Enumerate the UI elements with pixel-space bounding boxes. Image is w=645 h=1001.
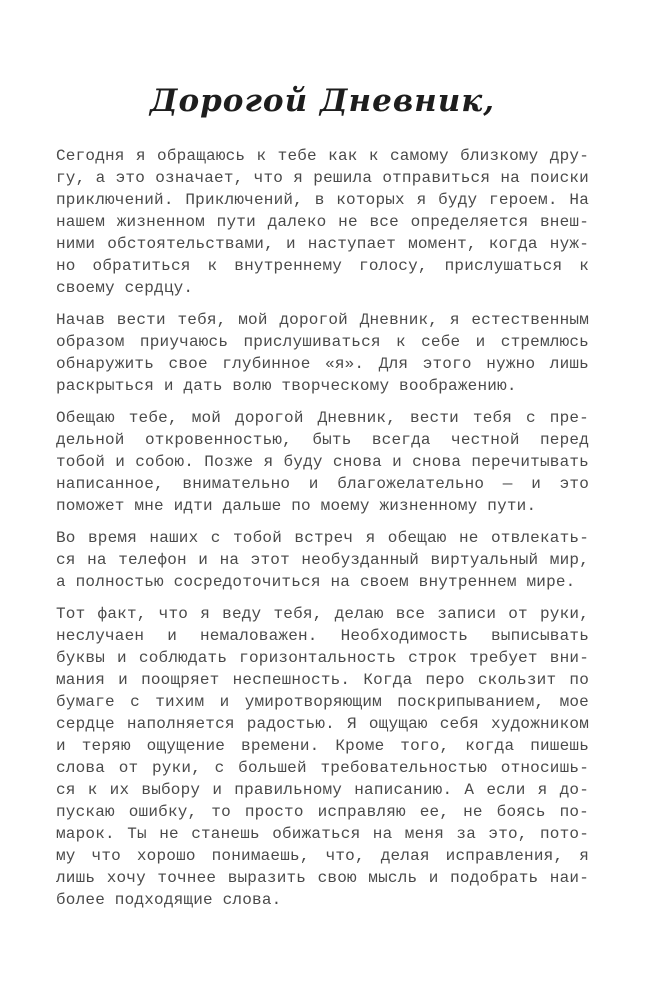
text-line: обнаружить свое глубинное «я». Для этого нужно лишь — [56, 355, 589, 373]
paragraph — [56, 309, 589, 397]
text-line: буквы и соблюдать горизонтальность строк требует вни- — [56, 649, 589, 667]
text-line: написанное, внимательно и благожелательно — и это — [56, 475, 589, 493]
text-line: Обещаю тебе, мой дорогой Дневник, вести тебя с пре- — [56, 409, 589, 427]
text-line: му что хорошо понимаешь, что, делая исправления, я — [56, 847, 589, 865]
paragraph — [56, 603, 589, 911]
paragraph — [56, 527, 589, 593]
text-line: ними обстоятельствами, и наступает момент, когда нуж- — [56, 235, 589, 253]
text-line: гу, а это означает, что я решила отправиться на поиски — [56, 169, 589, 187]
text-line: дельной откровенностью, быть всегда честной перед — [56, 431, 589, 449]
text-line: нашем жизненном пути далеко не все определяется внеш- — [56, 213, 589, 231]
text-line: Во время наших с тобой встреч я обещаю не отвлекать- — [56, 529, 589, 547]
text-line: образом приучаюсь прислушиваться к себе и стремлюсь — [56, 333, 589, 351]
text-line: лишь хочу точнее выразить свою мысль и подобрать наи- — [56, 869, 589, 887]
page-body — [56, 145, 589, 911]
text-line: своему сердцу. — [56, 279, 194, 297]
text-line: ся на телефон и на этот необузданный виртуальный мир, — [56, 551, 589, 569]
text-line: поможет мне идти дальше по моему жизненному пути. — [56, 497, 537, 515]
text-line: бумаге с тихим и умиротворяющим поскрипыванием, мое — [56, 693, 589, 711]
paragraph — [56, 145, 589, 299]
text-line: а полностью сосредоточиться на своем внутреннем мире. — [56, 573, 576, 591]
page-title: Дорогой Дневник, — [149, 83, 496, 119]
text-line: марок. Ты не станешь обижаться на меня за это, пото- — [56, 825, 589, 843]
text-line: раскрыться и дать волю творческому воображению. — [56, 377, 517, 395]
paragraph — [56, 407, 589, 517]
text-line: тобой и собою. Позже я буду снова и снова перечитывать — [56, 453, 589, 471]
text-line: ся к их выбору и правильному написанию. А если я до- — [56, 781, 589, 799]
text-line: пускаю ошибку, то просто исправляю ее, не боясь по- — [56, 803, 589, 821]
text-line: слова от руки, с большей требовательностью относишь- — [56, 759, 589, 777]
text-line: мания и поощряет неспешность. Когда перо скользит по — [56, 671, 589, 689]
text-line: Начав вести тебя, мой дорогой Дневник, я естественным — [56, 311, 589, 329]
text-line: Тот факт, что я веду тебя, делаю все записи от руки, — [56, 605, 589, 623]
text-line: сердце наполняется радостью. Я ощущаю себя художником — [56, 715, 589, 733]
text-line: Сегодня я обращаюсь к тебе как к самому близкому дру- — [56, 147, 589, 165]
text-line: но обратиться к внутреннему голосу, прислушаться к — [56, 257, 589, 275]
text-line: неслучаен и немаловажен. Необходимость выписывать — [56, 627, 589, 645]
text-line: и теряю ощущение времени. Кроме того, когда пишешь — [56, 737, 589, 755]
text-line: приключений. Приключений, в которых я буду героем. На — [56, 191, 589, 209]
text-line: более подходящие слова. — [56, 891, 282, 909]
